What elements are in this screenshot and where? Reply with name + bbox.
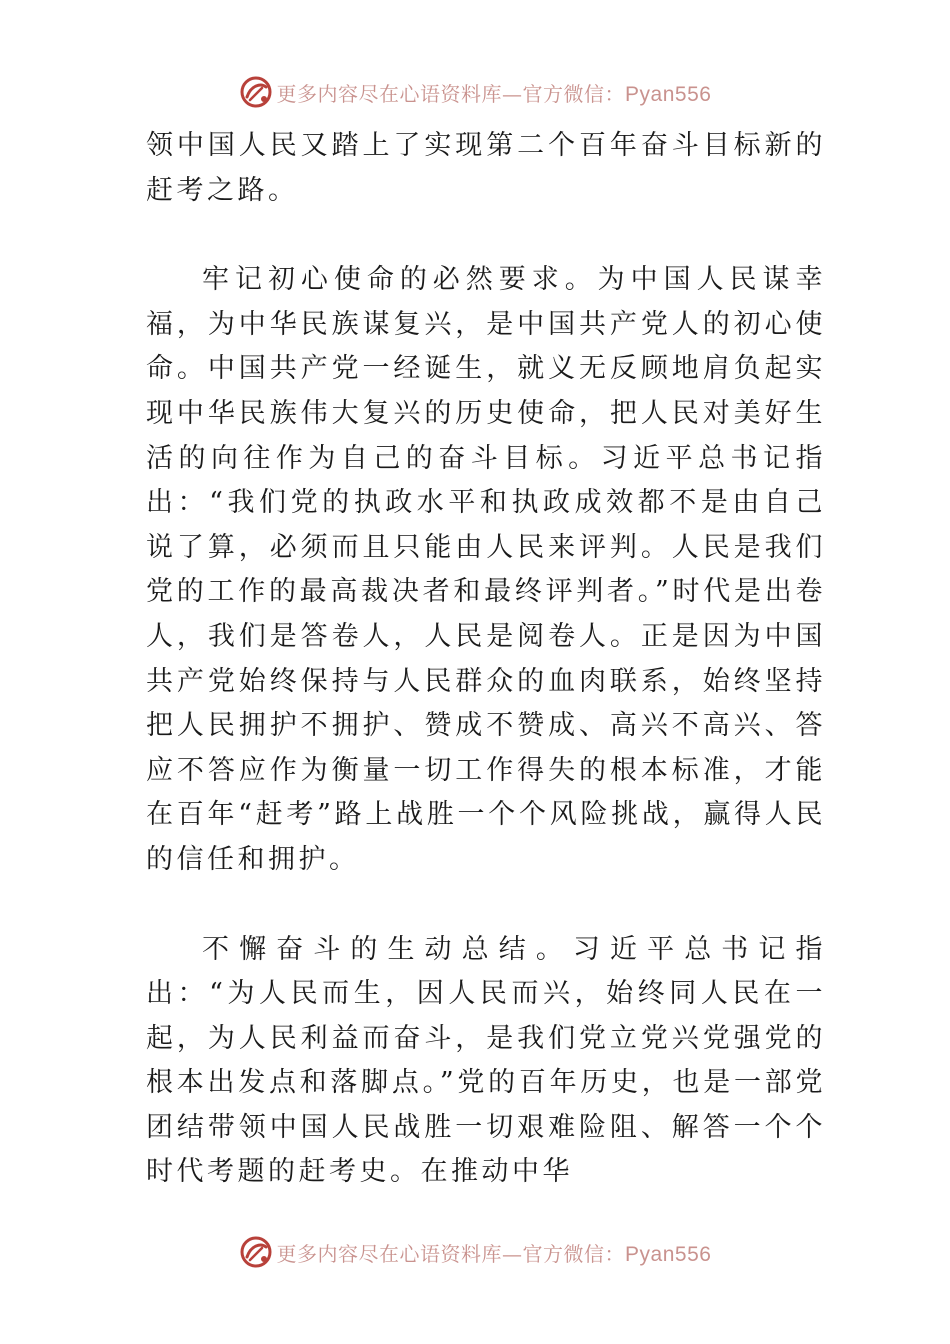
footer-watermark-banner <box>0 1230 950 1274</box>
paragraph-continuation: 领中国人民又踏上了实现第二个百年奋斗目标新的赶考之路。 <box>146 130 826 206</box>
header-watermark-banner <box>0 70 950 114</box>
seal-logo-icon <box>239 1235 273 1269</box>
paragraph-unremitting-struggle: 不懈奋斗的生动总结。习近平总书记指出：“为人民而生，因人民而兴，始终同人民在一起，为人民利益而奋斗，是我们党立党兴党强党的根本出发点和落脚点。”党的百年历史，也是一部党团结带领中国人民战胜一切艰难险阻、解答一个个时代考题的赶考史。在推动中华 <box>146 933 826 1188</box>
document-body <box>146 124 826 1195</box>
seal-logo-icon <box>239 75 273 109</box>
footer-watermark-text: 更多内容尽在心语资料库—官方微信：Pyan556 <box>276 1241 712 1266</box>
paragraph-initial-mission: 牢记初心使命的必然要求。为中国人民谋幸福，为中华民族谋复兴，是中国共产党人的初心使命。中国共产党一经诞生，就义无反顾地肩负起实现中华民族伟大复兴的历史使命，把人民对美好生活的向往作为自己的奋斗目标。习近平总书记指出：“我们党的执政水平和执政成效都不是由自己说了算，必须而且只能由人民来评判。人民是我们党的工作的最高裁决者和最终评判者。”时代是出卷人，我们是答卷人，人民是阅卷人。正是因为中国共产党始终保持与人民群众的血肉联系，始终坚持把人民拥护不拥护、赞成不赞成、高兴不高兴、答应不答应作为衡量一切工作得失的根本标准，才能在百年“赶考”路上战胜一个个风险挑战，赢得人民的信任和拥护。 <box>146 264 826 875</box>
header-watermark-text: 更多内容尽在心语资料库—官方微信：Pyan556 <box>276 81 712 106</box>
